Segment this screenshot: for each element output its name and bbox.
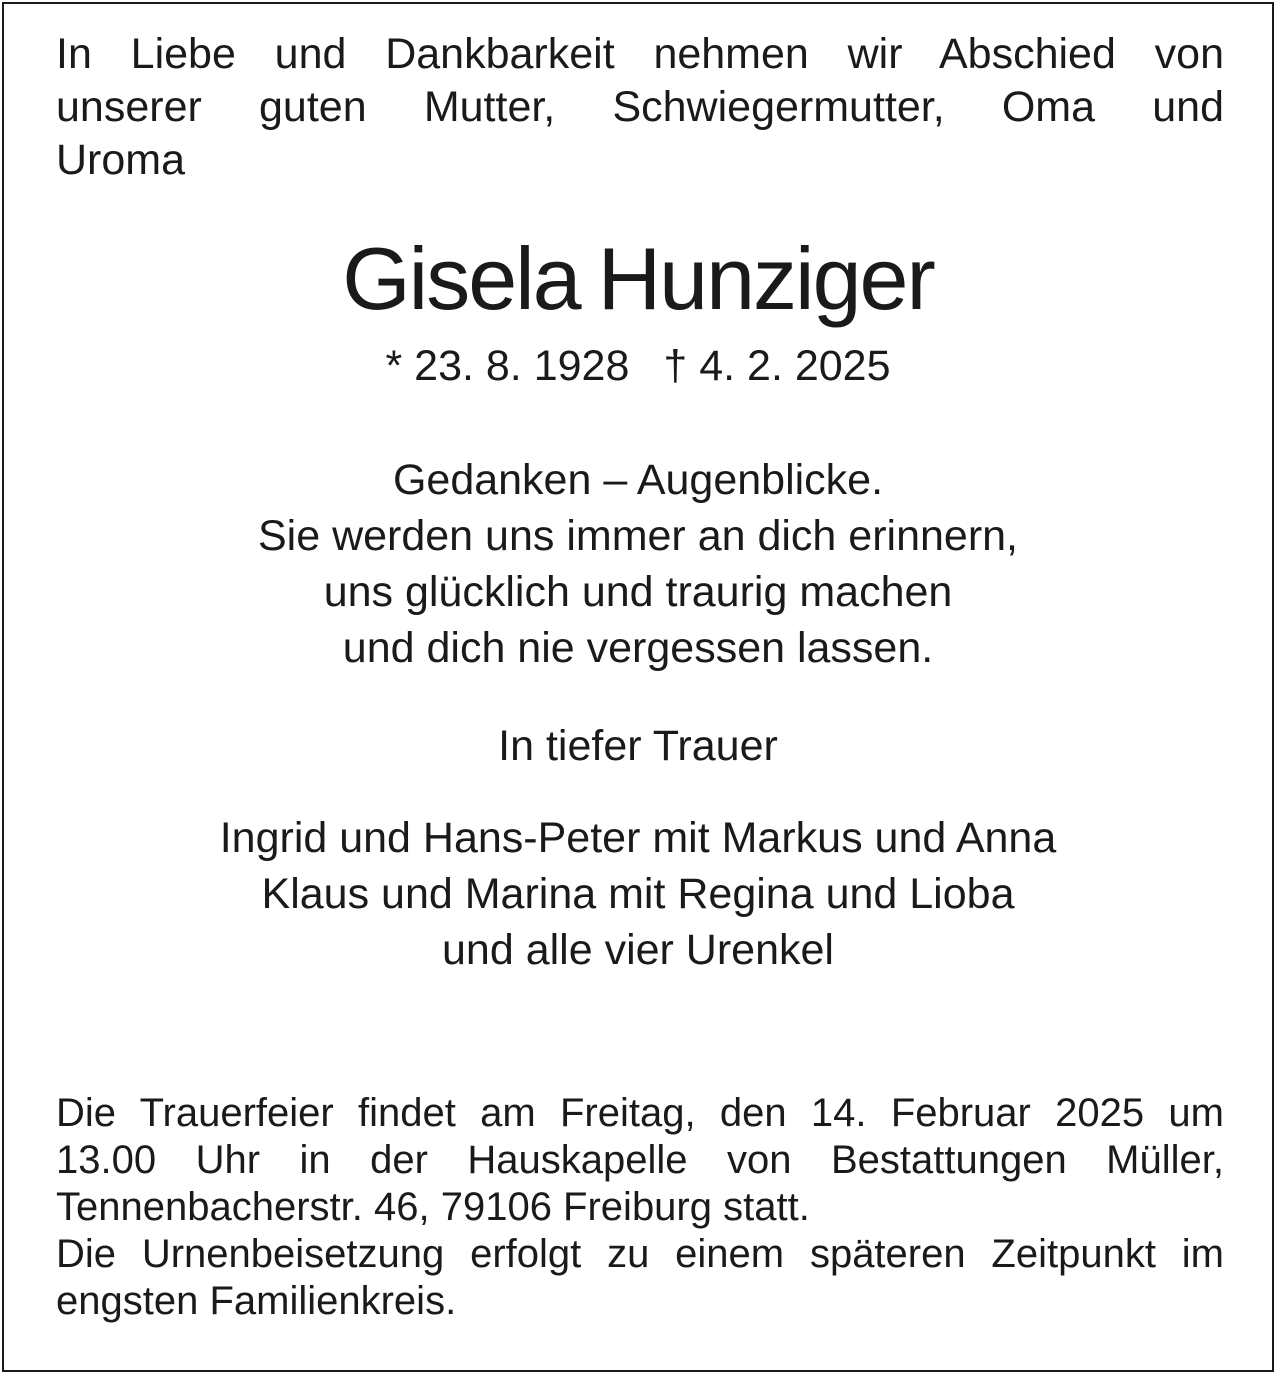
intro-line: Uroma — [56, 136, 186, 184]
family-line: Klaus und Marina mit Regina und Lioba — [261, 870, 1015, 918]
info-line: Die Trauerfeier findet am Freitag, den 14. Februar 2025 um — [56, 1091, 1224, 1135]
death-date: † 4. 2. 2025 — [663, 342, 891, 390]
intro-line: In Liebe und Dankbarkeit nehmen wir Abschied von — [56, 30, 1224, 78]
birth-date: * 23. 8. 1928 — [385, 342, 630, 390]
intro-text — [56, 28, 1224, 187]
family-list — [0, 810, 1276, 978]
last-name: Hunziger — [597, 229, 934, 328]
poem-line: und dich nie vergessen lassen. — [342, 624, 934, 672]
intro-line: unserer guten Mutter, Schwiegermutter, Oma und — [56, 83, 1224, 131]
family-line: Ingrid und Hans-Peter mit Markus und Anna — [219, 814, 1057, 862]
funeral-info — [56, 1090, 1224, 1325]
first-name: Gisela — [342, 229, 580, 328]
poem-line: Sie werden uns immer an dich erinnern, — [257, 512, 1019, 560]
info-line: Die Urnenbeisetzung erfolgt zu einem späteren Zeitpunkt im — [56, 1232, 1224, 1276]
poem-line: Gedanken – Augenblicke. — [392, 456, 884, 504]
poem — [0, 452, 1276, 676]
info-line: engsten Familienkreis. — [56, 1279, 457, 1323]
info-line: Tennenbacherstr. 46, 79106 Freiburg statt. — [56, 1185, 810, 1229]
family-line: und alle vier Urenkel — [442, 926, 834, 974]
poem-line: uns glücklich und traurig machen — [323, 568, 953, 616]
deceased-name — [0, 224, 1276, 334]
info-line: 13.00 Uhr in der Hauskapelle von Bestattungen Müller, — [56, 1138, 1224, 1182]
mourning-line: In tiefer Trauer — [498, 722, 778, 770]
life-dates — [0, 338, 1276, 394]
